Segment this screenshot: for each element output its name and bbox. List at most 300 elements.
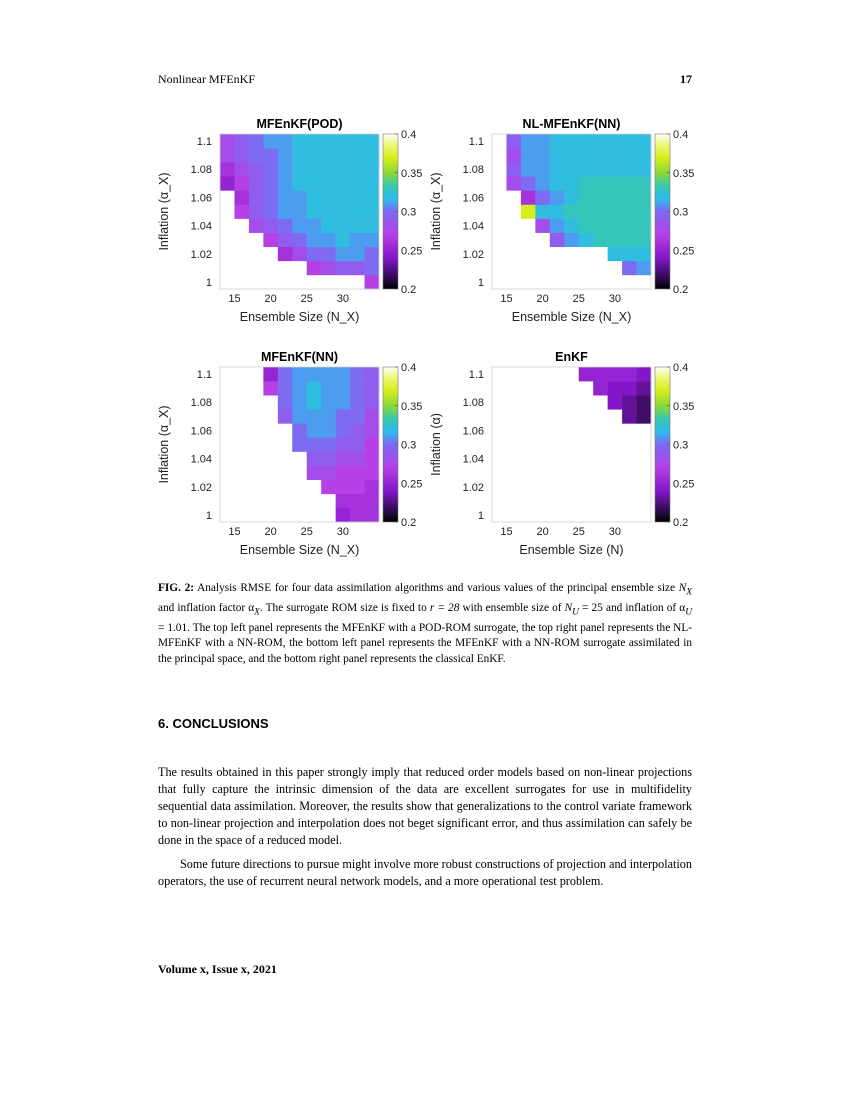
heatmap-cell (550, 148, 565, 162)
heatmap-cell (350, 381, 365, 395)
caption-text: . The surrogate ROM size is fixed to (259, 601, 430, 614)
heatmap-cell (622, 409, 637, 423)
heatmap-cell (564, 162, 579, 176)
heatmap-cell (365, 148, 380, 162)
heatmap-cell (249, 162, 264, 176)
x-tick-label: 30 (336, 293, 349, 305)
heatmap-cell (521, 134, 536, 148)
heatmap-cell (622, 219, 637, 233)
heatmap-cell (579, 233, 594, 247)
heatmap-cell (521, 162, 536, 176)
heatmap-cell (307, 134, 322, 148)
heatmap-cell (637, 219, 652, 233)
x-tick-label: 15 (500, 526, 513, 538)
heatmap-cell (292, 204, 307, 218)
colorbar-tick-label: 0.2 (673, 517, 689, 529)
panel-title: MFEnKF(POD) (256, 117, 343, 131)
heatmap-cell (593, 162, 608, 176)
heatmap-cell (593, 190, 608, 204)
heatmap-cell (535, 190, 550, 204)
heatmap-cell (307, 247, 322, 261)
colorbar-tick-label: 0.4 (401, 362, 417, 374)
heatmap-cell (321, 395, 336, 409)
heatmap-cell (292, 395, 307, 409)
heatmap-cell (593, 148, 608, 162)
caption-math: X (254, 607, 260, 617)
heatmap-cell (521, 204, 536, 218)
heatmap-cell (234, 162, 249, 176)
heatmap-cell (579, 204, 594, 218)
heatmap-cell (593, 204, 608, 218)
panel-mfenkf-pod (150, 112, 422, 344)
x-tick-label: 25 (300, 526, 313, 538)
heatmap-cell (307, 176, 322, 190)
y-tick-label: 1.08 (462, 164, 484, 177)
heatmap-cell (307, 367, 322, 381)
heatmap-cell (321, 247, 336, 261)
heatmap-cell (550, 204, 565, 218)
heatmap-cell (365, 381, 380, 395)
heatmap-cell (365, 176, 380, 190)
heatmap-cell (263, 233, 278, 247)
heatmap-cell (365, 480, 380, 494)
heatmap-cell (521, 190, 536, 204)
heatmap-cell (321, 437, 336, 451)
heatmap-cell (622, 162, 637, 176)
heatmap-cell (321, 148, 336, 162)
heatmap-cell (278, 190, 293, 204)
heatmap-cell (365, 395, 380, 409)
heatmap-cell (579, 176, 594, 190)
heatmap-cell (535, 162, 550, 176)
heatmap-cell (321, 219, 336, 233)
panel-enkf (422, 345, 694, 577)
heatmap-cell (307, 452, 322, 466)
heatmap-cell (292, 162, 307, 176)
caption-math: α (679, 601, 686, 614)
heatmap-cell (321, 367, 336, 381)
heatmap-cell (365, 275, 380, 289)
heatmap-cell (278, 409, 293, 423)
heatmap-cell (622, 176, 637, 190)
panel-svg (422, 345, 694, 577)
heatmap-cell (350, 247, 365, 261)
x-tick-label: 30 (608, 293, 621, 305)
heatmap-cell (292, 134, 307, 148)
panel-mfenkf-nn (150, 345, 422, 577)
heatmap-cell (321, 204, 336, 218)
y-tick-label: 1.02 (190, 248, 212, 261)
heatmap-cell (292, 233, 307, 247)
heatmap-cell (278, 381, 293, 395)
caption-math: r = 28 (429, 601, 460, 614)
heatmap-cell (506, 134, 521, 148)
heatmap-cell (336, 494, 351, 508)
heatmap-cell (535, 176, 550, 190)
heatmap-cell (622, 247, 637, 261)
heatmap-cell (263, 176, 278, 190)
y-tick-label: 1.06 (190, 192, 212, 205)
heatmap-cell (307, 219, 322, 233)
heatmap-cell (637, 395, 652, 409)
heatmap-cell (278, 148, 293, 162)
heatmap-cell (350, 508, 365, 522)
figure-caption (158, 581, 692, 667)
heatmap-cell (350, 162, 365, 176)
colorbar-tick-label: 0.25 (401, 245, 423, 258)
heatmap-cell (263, 148, 278, 162)
heatmap-cell (579, 367, 594, 381)
heatmap-cell (579, 190, 594, 204)
caption-text: and inflation factor (158, 601, 249, 614)
heatmap-cell (608, 134, 623, 148)
heatmap-cell (321, 261, 336, 275)
heatmap-cell (521, 148, 536, 162)
heatmap-cell (564, 204, 579, 218)
heatmap-cell (579, 219, 594, 233)
heatmap-cell (278, 134, 293, 148)
heatmap-cell (622, 381, 637, 395)
heatmap-cell (321, 480, 336, 494)
panel-nl-mfenkf-nn (422, 112, 694, 344)
heatmap-cell (278, 219, 293, 233)
y-tick-label: 1.02 (462, 248, 484, 261)
heatmap-cell (263, 381, 278, 395)
y-tick-label: 1.1 (468, 136, 484, 149)
heatmap-cell (608, 204, 623, 218)
heatmap-cell (637, 162, 652, 176)
heatmap-cell (220, 162, 235, 176)
heatmap-cell (336, 381, 351, 395)
heatmap-cell (263, 134, 278, 148)
heatmap-cell (234, 204, 249, 218)
heatmap-cell (292, 409, 307, 423)
heatmap-cell (278, 247, 293, 261)
caption-math: N (678, 582, 687, 594)
heatmap-cell (249, 204, 264, 218)
heatmap-cell (622, 395, 637, 409)
heatmap-cell (249, 190, 264, 204)
heatmap-cell (321, 381, 336, 395)
caption-math: N (564, 601, 573, 614)
colorbar-tick-label: 0.25 (401, 478, 423, 491)
heatmap-cell (336, 508, 351, 522)
heatmap-cell (336, 409, 351, 423)
heatmap-cell (550, 219, 565, 233)
colorbar-tick-label: 0.2 (673, 284, 689, 296)
y-tick-label: 1.04 (190, 453, 212, 466)
heatmap-cell (307, 148, 322, 162)
y-tick-label: 1.1 (196, 369, 212, 382)
heatmap-cell (234, 176, 249, 190)
heatmap-cell (564, 233, 579, 247)
heatmap-cell (637, 204, 652, 218)
x-tick-label: 20 (264, 526, 277, 538)
heatmap-cell (350, 466, 365, 480)
heatmap-cell (220, 148, 235, 162)
heatmap-cell (336, 480, 351, 494)
x-tick-label: 30 (608, 526, 621, 538)
heatmap-cell (365, 190, 380, 204)
heatmap-cell (336, 176, 351, 190)
heatmap-cell (321, 190, 336, 204)
body-paragraph: Some future directions to pursue might involve more robust constructions of projection and interpolation operators, the use of recurrent neural network models, and a more operational test problem. (158, 857, 692, 888)
colorbar-tick-label: 0.2 (401, 517, 417, 529)
heatmap-cell (307, 190, 322, 204)
caption-text: and inflation of (602, 601, 680, 614)
heatmap-cell (579, 134, 594, 148)
heatmap-cell (550, 162, 565, 176)
x-tick-label: 25 (572, 526, 585, 538)
heatmap-cell (550, 190, 565, 204)
heatmap-cell (564, 148, 579, 162)
heatmap-cell (608, 233, 623, 247)
heatmap-cell (350, 190, 365, 204)
heatmap-cell (365, 204, 380, 218)
heatmap-cell (593, 176, 608, 190)
heatmap-cell (263, 367, 278, 381)
heatmap-cell (365, 409, 380, 423)
heatmap-cell (350, 395, 365, 409)
x-tick-label: 20 (536, 293, 549, 305)
colorbar-tick-label: 0.4 (673, 362, 689, 374)
colorbar-tick-label: 0.25 (673, 478, 695, 491)
caption-math: α (248, 601, 255, 614)
heatmap-cell (637, 367, 652, 381)
heatmap-cell (637, 134, 652, 148)
x-tick-label: 30 (336, 526, 349, 538)
y-tick-label: 1.04 (190, 220, 212, 233)
heatmap-cell (249, 219, 264, 233)
heatmap-cell (307, 261, 322, 275)
y-tick-label: 1.08 (462, 397, 484, 410)
heatmap-cell (622, 134, 637, 148)
heatmap-cell (365, 233, 380, 247)
heatmap-cell (350, 437, 365, 451)
x-axis-label: Ensemble Size (N_X) (511, 310, 632, 324)
heatmap-cell (234, 134, 249, 148)
x-tick-label: 25 (572, 293, 585, 305)
heatmap-cell (365, 247, 380, 261)
heatmap-cell (278, 204, 293, 218)
y-axis-label: Inflation (α_X) (157, 405, 171, 484)
heatmap-cell (263, 190, 278, 204)
x-tick-label: 15 (228, 526, 241, 538)
heatmap-cell (321, 466, 336, 480)
colorbar-tick-label: 0.3 (401, 206, 417, 219)
heatmap-cell (336, 247, 351, 261)
heatmap-cell (608, 395, 623, 409)
heatmap-cell (564, 219, 579, 233)
heatmap-cell (220, 134, 235, 148)
colorbar-tick-label: 0.35 (673, 400, 695, 413)
heatmap-cell (321, 134, 336, 148)
heatmap-cell (307, 423, 322, 437)
heatmap-cell (564, 134, 579, 148)
heatmap-cell (637, 176, 652, 190)
y-tick-label: 1.1 (468, 369, 484, 382)
heatmap-cell (535, 219, 550, 233)
heatmap-cell (263, 219, 278, 233)
y-tick-label: 1 (205, 276, 212, 289)
caption-text: with ensemble size of (459, 601, 565, 614)
heatmap-cell (622, 190, 637, 204)
colorbar-tick-label: 0.3 (673, 439, 689, 452)
heatmap-cell (249, 148, 264, 162)
heatmap-cell (278, 162, 293, 176)
x-axis-label: Ensemble Size (N_X) (239, 310, 360, 324)
x-tick-label: 15 (228, 293, 241, 305)
caption-math: U (685, 607, 692, 617)
heatmap-cell (365, 452, 380, 466)
body-paragraph: The results obtained in this paper strongly imply that reduced order models based on non-linear projections that fully capture the intrinsic dimension of the data are excellent surrogates for use in multifidelity sequential data assimilation. Moreover, the results show that generalizations to the control variate framework to non-linear projection and interpolation does not beget significant error, and thus assimilation can safely be done in the space of a reduced model. (158, 765, 692, 847)
y-tick-label: 1.04 (462, 453, 484, 466)
heatmap-cell (292, 423, 307, 437)
heatmap-cell (350, 480, 365, 494)
heatmap-cell (350, 423, 365, 437)
panel-svg (150, 112, 422, 344)
y-tick-label: 1 (477, 276, 484, 289)
x-tick-label: 20 (264, 293, 277, 305)
heatmap-cell (608, 162, 623, 176)
heatmap-cell (506, 148, 521, 162)
heatmap-cell (365, 134, 380, 148)
colorbar-tick-label: 0.4 (673, 129, 689, 141)
heatmap-cell (307, 466, 322, 480)
caption-text: . The top left panel represents the MFEnKF with a POD-ROM surrogate, the top right panel represents the NL-MFEnKF with a NN-ROM, the bottom left panel represents the MFEnKF with a NN-ROM surrogate assimilated in the principal space, and the bottom right panel represents the classical EnKF. (158, 621, 692, 665)
x-tick-label: 15 (500, 293, 513, 305)
heatmap-cell (307, 437, 322, 451)
heatmap-cell (550, 233, 565, 247)
y-tick-label: 1.02 (462, 481, 484, 494)
heatmap-cell (593, 219, 608, 233)
heatmap-cell (249, 134, 264, 148)
heatmap-cell (608, 190, 623, 204)
heatmap-cell (307, 233, 322, 247)
y-axis-label: Inflation (α_X) (157, 172, 171, 251)
heatmap-cell (637, 190, 652, 204)
heatmap-cell (307, 409, 322, 423)
heatmap-cell (637, 261, 652, 275)
panel-title: MFEnKF(NN) (260, 350, 339, 364)
heatmap-cell (593, 134, 608, 148)
heatmap-cell (535, 134, 550, 148)
heatmap-cell (263, 204, 278, 218)
heatmap-cell (637, 148, 652, 162)
heatmap-cell (307, 204, 322, 218)
colorbar-tick-label: 0.3 (673, 206, 689, 219)
heatmap-cell (336, 134, 351, 148)
heatmap-cell (350, 409, 365, 423)
heatmap-cell (365, 494, 380, 508)
heatmap-cell (550, 134, 565, 148)
colorbar-tick-label: 0.35 (401, 400, 423, 413)
y-tick-label: 1.02 (190, 481, 212, 494)
heatmap-cell (350, 261, 365, 275)
heatmap-cell (278, 176, 293, 190)
heatmap-cell (593, 367, 608, 381)
heatmap-cell (579, 148, 594, 162)
heatmap-cell (321, 233, 336, 247)
heatmap-cell (336, 367, 351, 381)
panel-title: EnKF (555, 350, 588, 364)
heatmap-cell (321, 452, 336, 466)
panel-svg (150, 345, 422, 577)
colorbar-tick-label: 0.35 (673, 167, 695, 180)
heatmap-cell (564, 176, 579, 190)
caption-math: U (572, 607, 579, 617)
y-tick-label: 1 (477, 509, 484, 522)
heatmap-cell (278, 395, 293, 409)
heatmap-cell (608, 148, 623, 162)
y-tick-label: 1.1 (196, 136, 212, 149)
heatmap-cell (336, 148, 351, 162)
panel-svg (422, 112, 694, 344)
heatmap-cell (622, 367, 637, 381)
heatmap-cell (365, 219, 380, 233)
heatmap-cell (278, 367, 293, 381)
heatmap-cell (336, 162, 351, 176)
heatmap-cell (307, 162, 322, 176)
heatmap-cell (336, 395, 351, 409)
heatmap-cell (336, 219, 351, 233)
heatmap-cell (521, 176, 536, 190)
y-tick-label: 1.06 (462, 425, 484, 438)
heatmap-cell (365, 508, 380, 522)
x-tick-label: 25 (300, 293, 313, 305)
caption-math: = 25 (578, 601, 603, 614)
heatmap-cell (336, 437, 351, 451)
x-axis-label: Ensemble Size (N) (519, 543, 624, 557)
footer-volume: Volume x, Issue x, 2021 (158, 962, 277, 976)
heatmap-cell (608, 219, 623, 233)
heatmap-cell (292, 367, 307, 381)
heatmap-cell (292, 247, 307, 261)
y-tick-label: 1.04 (462, 220, 484, 233)
caption-label: FIG. 2: (158, 582, 195, 594)
y-tick-label: 1.08 (190, 164, 212, 177)
heatmap-cell (350, 176, 365, 190)
heatmap-cell (321, 176, 336, 190)
heatmap-cell (307, 395, 322, 409)
heatmap-cell (292, 381, 307, 395)
colorbar-tick-label: 0.3 (401, 439, 417, 452)
heatmap-cell (365, 423, 380, 437)
heatmap-cell (234, 190, 249, 204)
heatmap-cell (622, 204, 637, 218)
running-title: Nonlinear MFEnKF (158, 72, 255, 86)
colorbar-tick-label: 0.25 (673, 245, 695, 258)
y-tick-label: 1 (205, 509, 212, 522)
heatmap-cell (593, 381, 608, 395)
heatmap-cell (550, 176, 565, 190)
caption-math: X (686, 587, 692, 598)
panel-title: NL-MFEnKF(NN) (522, 117, 621, 131)
heatmap-cell (637, 409, 652, 423)
page-number: 17 (680, 72, 692, 86)
heatmap-cell (579, 162, 594, 176)
heatmap-cell (321, 423, 336, 437)
heatmap-cell (637, 247, 652, 261)
y-tick-label: 1.08 (190, 397, 212, 410)
heatmap-cell (350, 148, 365, 162)
x-tick-label: 20 (536, 526, 549, 538)
heatmap-cell (365, 261, 380, 275)
heatmap-cell (506, 162, 521, 176)
heatmap-cell (608, 367, 623, 381)
heatmap-cell (365, 466, 380, 480)
y-axis-label: Inflation (α) (429, 413, 443, 476)
